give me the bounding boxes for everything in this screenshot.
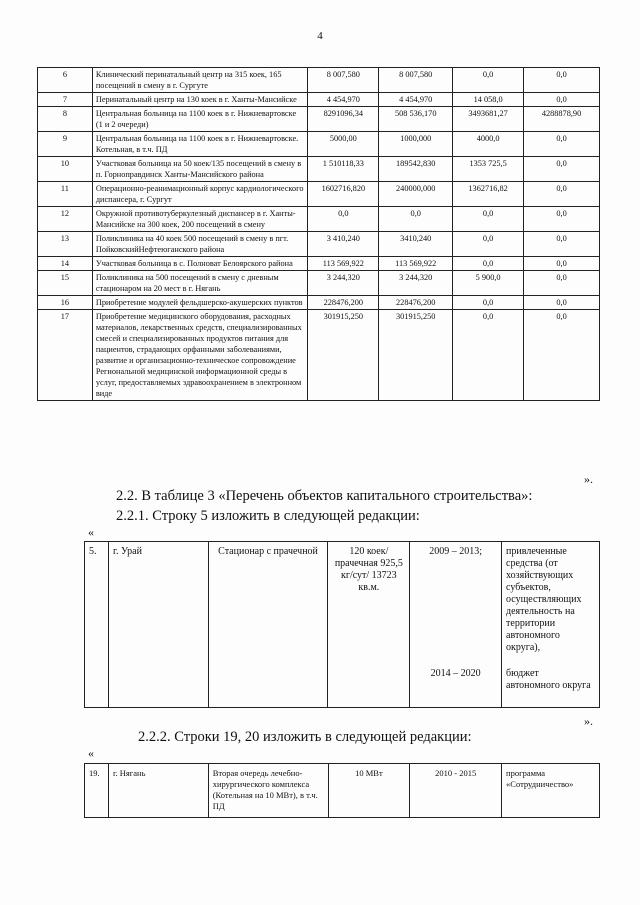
table-row — [38, 232, 600, 257]
table-row — [38, 207, 600, 232]
value-cell-2: 301915,250 — [379, 310, 453, 401]
object-cell: Стационар с прачечной — [208, 542, 328, 708]
capacity-cell: 120 коек/ прачечная 925,5 кг/сут/ 13723 кв.м. — [328, 542, 410, 708]
row-number: 9 — [38, 132, 93, 157]
row-number: 11 — [38, 182, 93, 207]
value-cell-4: 0,0 — [524, 296, 600, 310]
description-cell: Приобретение медицинского оборудования, расходных материалов, лекарственных средств, специализированных смесей и специализированных продуктов питания для пациентов, страдающих орфанными заболеваниями, развитие и организационно-техническое сопровождение Региональной медицинской информационной среды в услуг, предоставляемых здравоохранением в электронном виде — [92, 310, 308, 401]
row-number: 15 — [38, 271, 93, 296]
description-cell: Центральная больница на 1100 коек в г. Нижневартовске. Котельная, в т.ч. ПД — [92, 132, 308, 157]
total-cost-cell: 8291096,34 — [308, 107, 379, 132]
description-cell: Поликлиника на 500 посещений в смену с дневным стационаром на 20 мест в г. Нягань — [92, 271, 308, 296]
value-cell-4: 0,0 — [524, 132, 600, 157]
page-number: 4 — [317, 30, 323, 42]
total-cost-cell: 301915,250 — [308, 310, 379, 401]
value-cell-3: 14 058,0 — [453, 93, 524, 107]
value-cell-2: 113 569,922 — [379, 257, 453, 271]
total-cost-cell: 113 569,922 — [308, 257, 379, 271]
value-cell-2: 8 007,580 — [379, 68, 453, 93]
value-cell-3: 0,0 — [453, 257, 524, 271]
value-cell-3: 1353 725,5 — [453, 157, 524, 182]
value-cell-4: 0,0 — [524, 93, 600, 107]
row-number: 8 — [38, 107, 93, 132]
description-cell: Участковая больница в с. Полноват Белоярского района — [92, 257, 308, 271]
source-2: бюджет автономного округа — [506, 668, 591, 691]
description-cell: Участковая больница на 50 коек/135 посещений в смену в п. Горноправдинск Ханты-Мансийского района — [92, 157, 308, 182]
value-cell-4: 0,0 — [524, 310, 600, 401]
table-row — [85, 764, 600, 818]
row-number: 13 — [38, 232, 93, 257]
row-number: 7 — [38, 93, 93, 107]
value-cell-4: 0,0 — [524, 271, 600, 296]
object-cell: Вторая очередь лечебно-хирургического комплекса (Котельная на 10 МВт), в т.ч. ПД — [208, 764, 328, 818]
table-row — [85, 542, 600, 708]
row-number: 19. — [85, 764, 109, 818]
total-cost-cell: 4 454,970 — [308, 93, 379, 107]
source-1: привлеченные средства (от хозяйствующих субъектов, осуществляющих деятельность на территории автономного округа), — [506, 546, 582, 653]
total-cost-cell: 5000,00 — [308, 132, 379, 157]
total-cost-cell: 3 410,240 — [308, 232, 379, 257]
value-cell-3: 0,0 — [453, 68, 524, 93]
section-heading-2-2-1: 2.2.1. Строку 5 изложить в следующей редакции: — [116, 508, 420, 524]
period-cell — [410, 542, 502, 708]
description-cell: Приобретение модулей фельдшерско-акушерских пунктов — [92, 296, 308, 310]
description-cell: Центральная больница на 1100 коек в г. Нижневартовске (1 и 2 очереди) — [92, 107, 308, 132]
opening-quote: « — [88, 746, 94, 760]
value-cell-3: 5 900,0 — [453, 271, 524, 296]
closing-quote: ». — [584, 714, 593, 728]
capacity-cell: 10 МВт — [328, 764, 410, 818]
table-row — [38, 93, 600, 107]
value-cell-2: 3410,240 — [379, 232, 453, 257]
value-cell-2: 240000,000 — [379, 182, 453, 207]
value-cell-2: 508 536,170 — [379, 107, 453, 132]
value-cell-3: 0,0 — [453, 296, 524, 310]
period-1: 2009 – 2013; — [429, 546, 483, 557]
table-row — [38, 271, 600, 296]
value-cell-2: 1000,000 — [379, 132, 453, 157]
table-row — [38, 182, 600, 207]
table-row — [38, 157, 600, 182]
total-cost-cell: 1 510118,33 — [308, 157, 379, 182]
row-number: 16 — [38, 296, 93, 310]
table-row — [38, 310, 600, 401]
value-cell-3: 0,0 — [453, 207, 524, 232]
value-cell-3: 3493681,27 — [453, 107, 524, 132]
value-cell-2: 3 244,320 — [379, 271, 453, 296]
value-cell-3: 0,0 — [453, 310, 524, 401]
capital-construction-row-19 — [84, 763, 600, 818]
capital-construction-row-5 — [84, 541, 600, 708]
description-cell: Поликлиника на 40 коек 500 посещений в смену в пгт. ПойковскийНефтеюганского района — [92, 232, 308, 257]
source-cell: программа «Сотрудничество» — [502, 764, 600, 818]
total-cost-cell: 0,0 — [308, 207, 379, 232]
period-2: 2014 – 2020 — [430, 668, 481, 679]
value-cell-4: 4288878,90 — [524, 107, 600, 132]
total-cost-cell: 1602716,820 — [308, 182, 379, 207]
row-number: 6 — [38, 68, 93, 93]
value-cell-2: 4 454,970 — [379, 93, 453, 107]
closing-quote: ». — [584, 472, 593, 486]
value-cell-4: 0,0 — [524, 232, 600, 257]
opening-quote: « — [88, 525, 94, 539]
row-number: 5. — [85, 542, 109, 708]
city-cell: г. Нягань — [108, 764, 208, 818]
value-cell-3: 1362716,82 — [453, 182, 524, 207]
table-row — [38, 68, 600, 93]
row-number: 12 — [38, 207, 93, 232]
value-cell-2: 189542,830 — [379, 157, 453, 182]
description-cell: Перинатальный центр на 130 коек в г. Ханты-Мансийске — [92, 93, 308, 107]
table-row — [38, 257, 600, 271]
description-cell: Операционно-реанимационный корпус кардиологического диспансера, г. Сургут — [92, 182, 308, 207]
value-cell-3: 0,0 — [453, 232, 524, 257]
table-row — [38, 132, 600, 157]
value-cell-4: 0,0 — [524, 157, 600, 182]
table-row — [38, 107, 600, 132]
total-cost-cell: 8 007,580 — [308, 68, 379, 93]
city-cell: г. Урай — [108, 542, 208, 708]
row-number: 17 — [38, 310, 93, 401]
funding-table-body — [38, 68, 600, 401]
period-cell: 2010 - 2015 — [410, 764, 502, 818]
row-number: 14 — [38, 257, 93, 271]
total-cost-cell: 228476,200 — [308, 296, 379, 310]
value-cell-4: 0,0 — [524, 68, 600, 93]
table-row — [38, 296, 600, 310]
section-heading-2-2-2: 2.2.2. Строки 19, 20 изложить в следующей редакции: — [138, 729, 472, 745]
section-heading-2-2: 2.2. В таблице 3 «Перечень объектов капитального строительства»: — [116, 488, 533, 504]
description-cell: Клинический перинатальный центр на 315 коек, 165 посещений в смену в г. Сургуте — [92, 68, 308, 93]
source-cell — [502, 542, 600, 708]
value-cell-4: 0,0 — [524, 257, 600, 271]
funding-table — [37, 67, 600, 401]
total-cost-cell: 3 244,320 — [308, 271, 379, 296]
value-cell-2: 0,0 — [379, 207, 453, 232]
description-cell: Окружной противотуберкулезный диспансер в г. Ханты-Мансийске на 300 коек, 200 посещений в смену — [92, 207, 308, 232]
value-cell-2: 228476,200 — [379, 296, 453, 310]
row-number: 10 — [38, 157, 93, 182]
value-cell-3: 4000,0 — [453, 132, 524, 157]
value-cell-4: 0,0 — [524, 182, 600, 207]
value-cell-4: 0,0 — [524, 207, 600, 232]
